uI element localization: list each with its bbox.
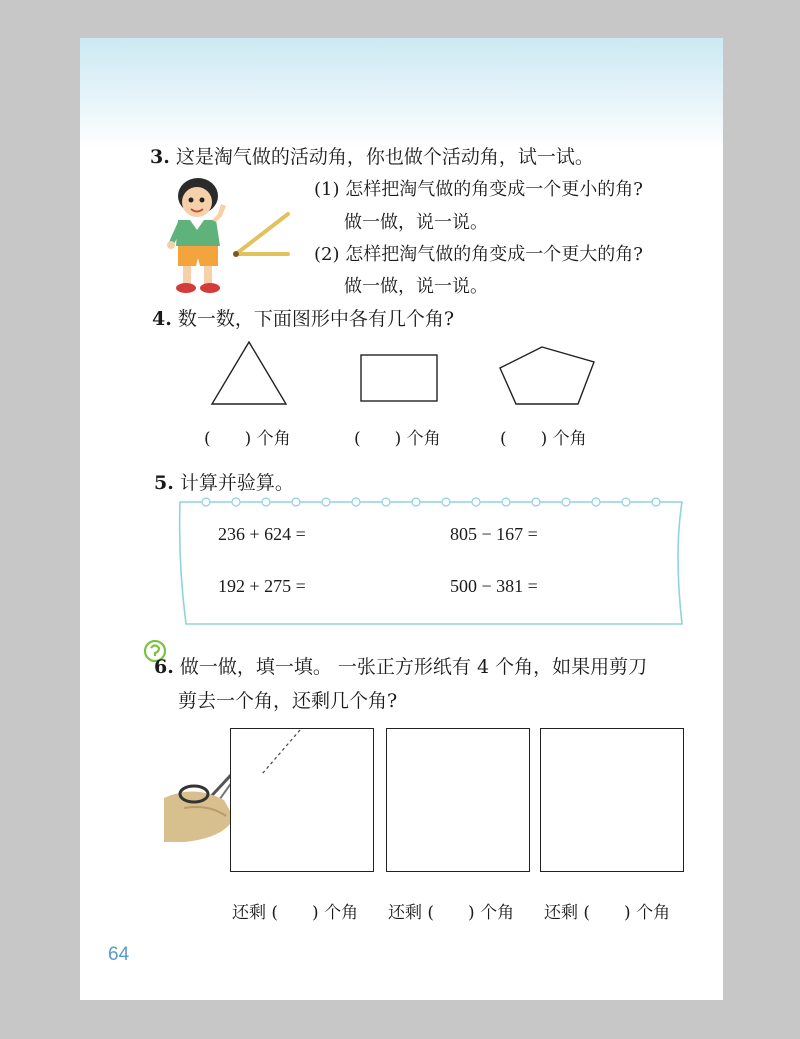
square-1-answer: 还剩 ( ) 个角 — [232, 903, 359, 923]
q3-sub1-line2: 做一做，说一说。 — [344, 212, 488, 233]
q6-heading — [154, 652, 647, 679]
q3-number: 3. — [150, 146, 170, 168]
pentagon-shape — [496, 344, 600, 408]
paper-square-3 — [540, 728, 684, 872]
q4-heading — [152, 304, 454, 331]
pentagon-angle-count: ( ) 个角 — [500, 429, 587, 449]
calc-problem-3: 192 + 275 = — [218, 576, 306, 596]
q3-sub1-line1: (1) 怎样把淘气做的角变成一个更小的角? — [314, 179, 643, 200]
calculation-box — [176, 492, 686, 632]
cut-dashed-line — [230, 728, 374, 872]
calc-problem-2: 805 − 167 = — [450, 524, 538, 544]
page-number: 64 — [108, 944, 130, 965]
square-3-answer: 还剩 ( ) 个角 — [544, 903, 671, 923]
calc-problem-1: 236 + 624 = — [218, 524, 306, 544]
q4-title: 数一数，下面图形中各有几个角? — [177, 308, 455, 330]
square-2-answer: 还剩 ( ) 个角 — [388, 903, 515, 923]
q3-sub2-line2: 做一做，说一说。 — [344, 276, 488, 297]
q5-title: 计算并验算。 — [179, 472, 294, 494]
q3-title: 这是淘气做的活动角，你也做个活动角，试一试。 — [175, 146, 594, 168]
calc-problem-4: 500 − 381 = — [450, 576, 538, 596]
header-band — [80, 38, 723, 148]
q4-number: 4. — [152, 308, 172, 330]
q3-sub2-line1: (2) 怎样把淘气做的角变成一个更大的角? — [314, 244, 643, 265]
rectangle-shape — [358, 352, 442, 406]
q5-heading — [154, 468, 294, 495]
q6-line1: 做一做，填一填。 一张正方形纸有 4 个角，如果用剪刀 — [179, 656, 648, 678]
triangle-shape — [208, 338, 290, 410]
movable-angle-model — [230, 204, 292, 260]
boy-illustration — [164, 176, 230, 298]
q5-number: 5. — [154, 472, 174, 494]
q6-number: 6. — [154, 656, 174, 678]
textbook-page — [80, 38, 723, 1000]
q3-heading — [150, 142, 594, 169]
triangle-angle-count: ( ) 个角 — [204, 429, 291, 449]
rectangle-angle-count: ( ) 个角 — [354, 429, 441, 449]
q6-line2: 剪去一个角，还剩几个角? — [178, 690, 398, 712]
paper-square-2 — [386, 728, 530, 872]
